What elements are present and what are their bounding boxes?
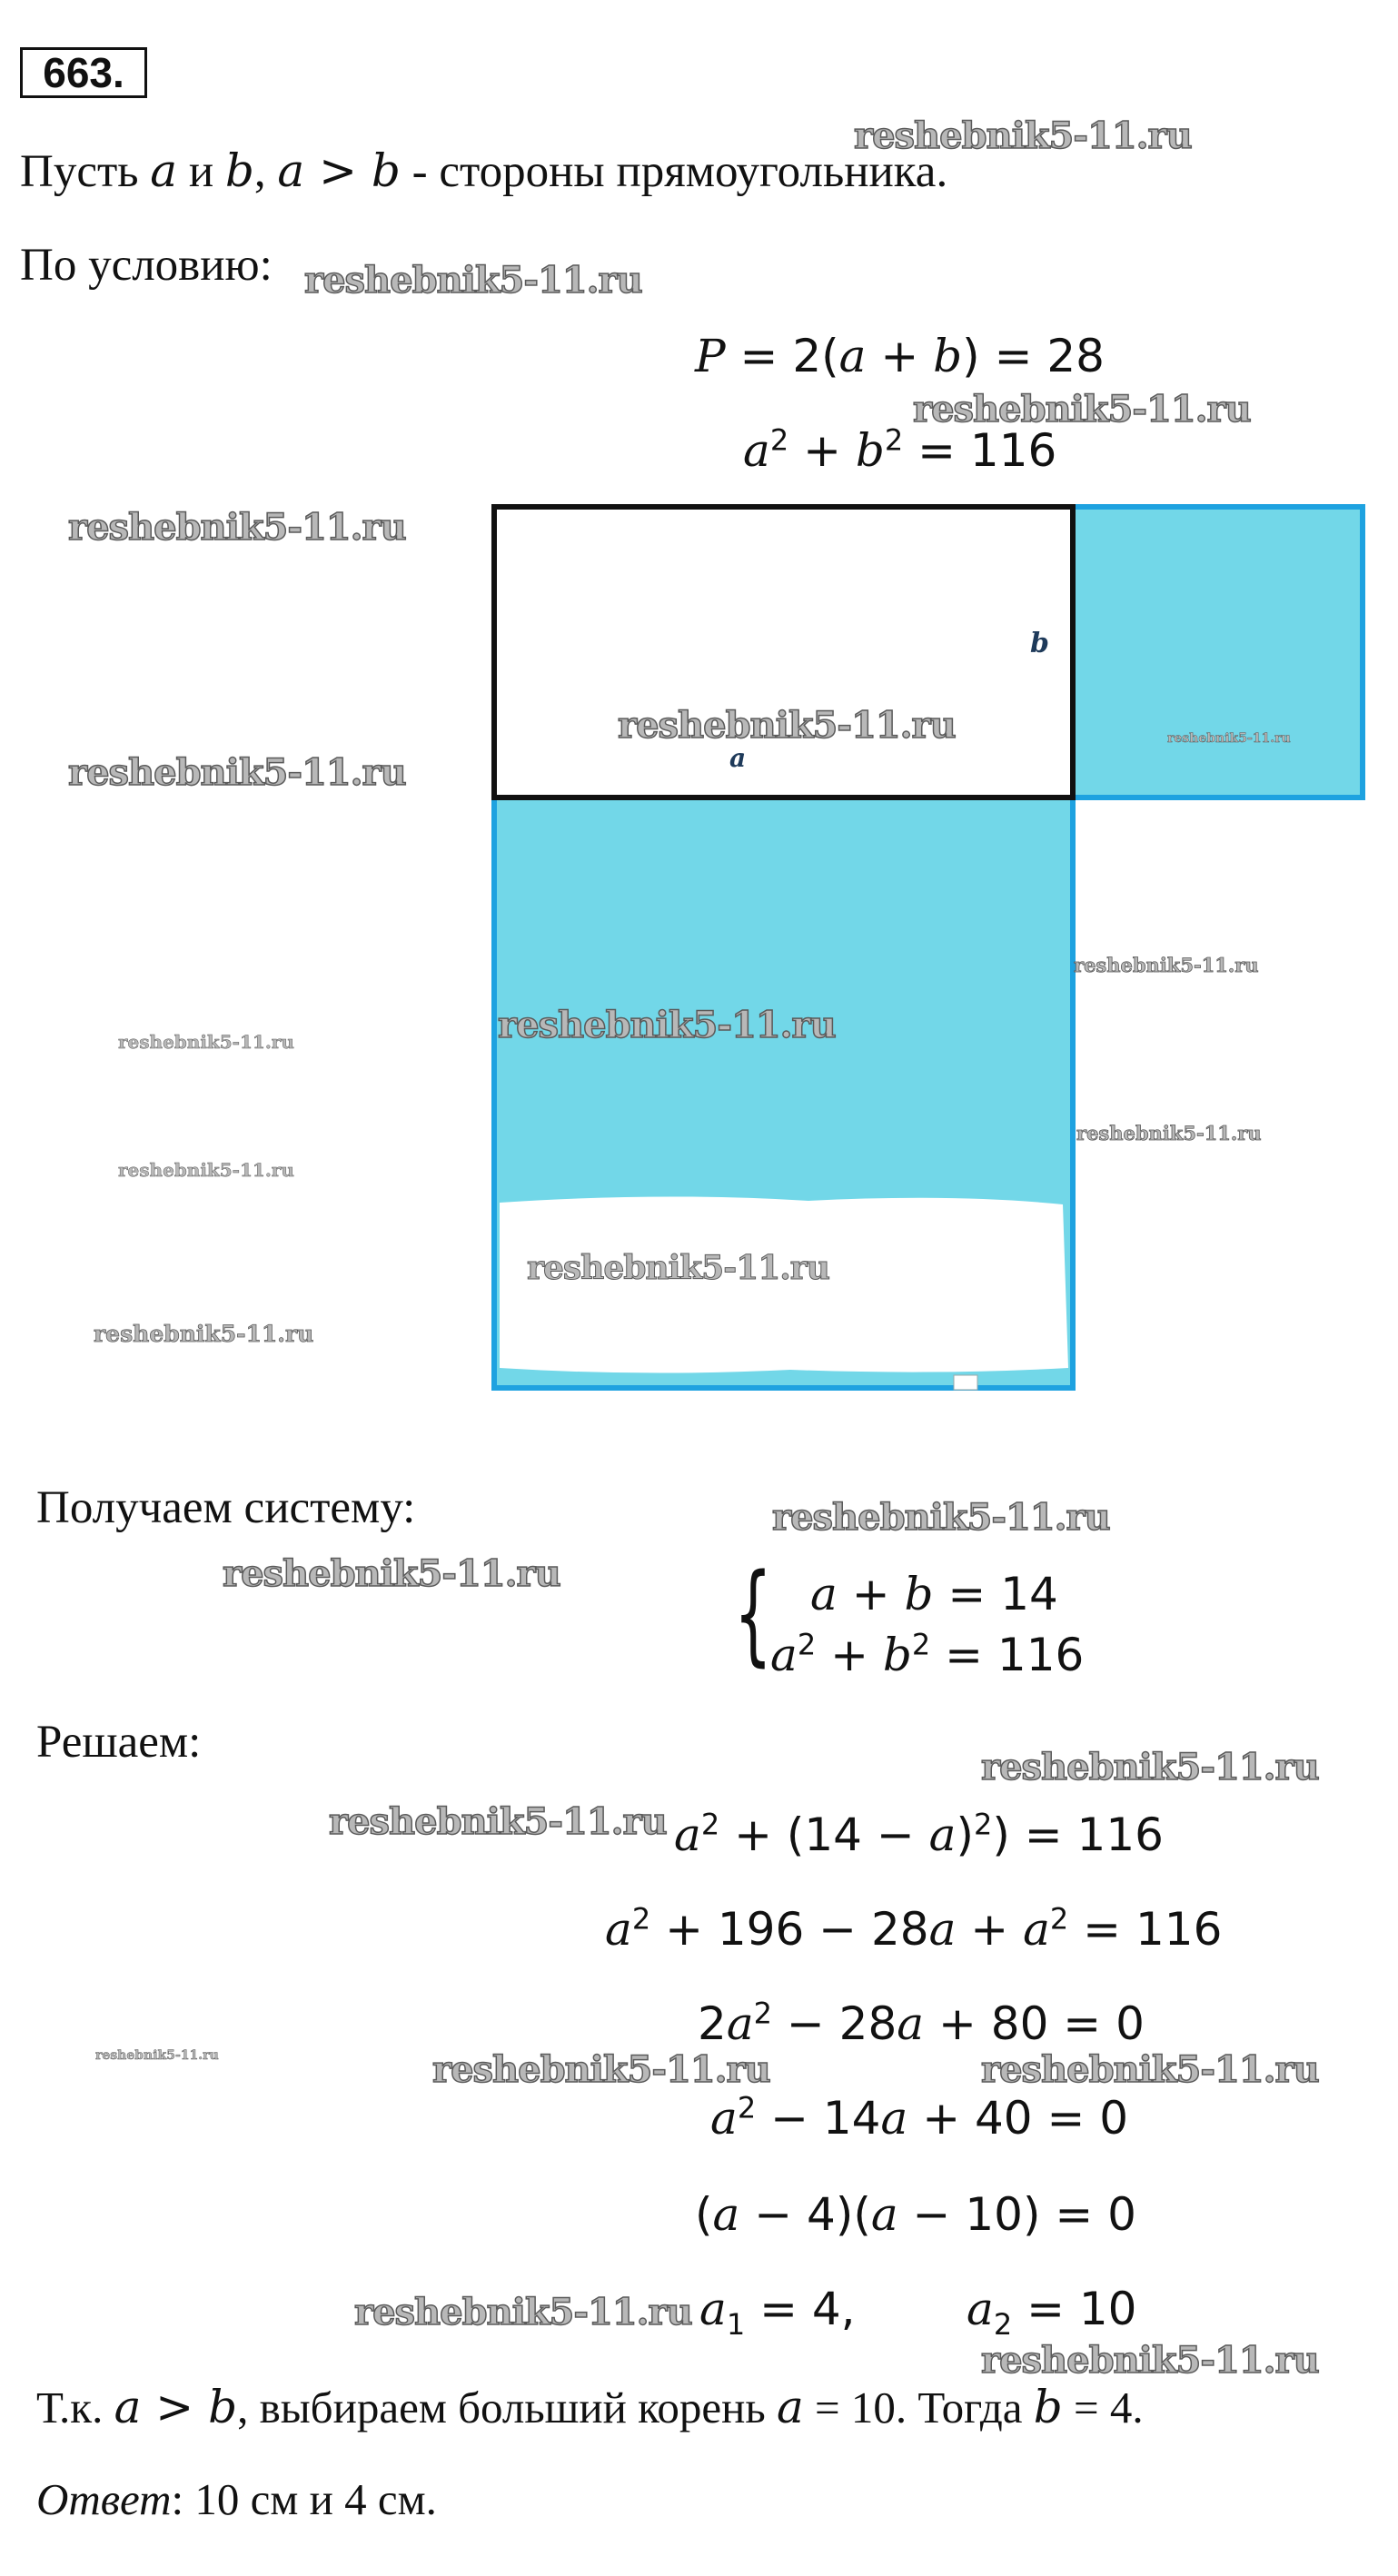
watermark: reshebnik5-11.ru <box>304 259 642 302</box>
watermark: reshebnik5-11.ru <box>981 2048 1319 2091</box>
solve-label: Решаем: <box>36 1717 202 1768</box>
system-line-2: $a^2 + b^2 = 116$ <box>770 1627 1085 1681</box>
brace-icon: { <box>734 1551 772 1678</box>
watermark: reshebnik5-11.ru <box>1167 731 1291 746</box>
watermark: reshebnik5-11.ru <box>68 506 406 549</box>
watermark: reshebnik5-11.ru <box>1076 1122 1262 1144</box>
conclusion-text: Т.к. a > b, выбираем больший корень a = 10. Тогда b = 4. <box>36 2381 1144 2433</box>
watermark: reshebnik5-11.ru <box>527 1249 829 1287</box>
root-1: $a_1 = 4$, <box>699 2283 856 2342</box>
watermark: reshebnik5-11.ru <box>854 114 1192 157</box>
watermark: reshebnik5-11.ru <box>432 2048 770 2091</box>
system-line-1: a + b = 14 <box>810 1568 1058 1620</box>
watermark: reshebnik5-11.ru <box>498 1004 836 1046</box>
watermark: reshebnik5-11.ru <box>118 1031 294 1053</box>
watermark: reshebnik5-11.ru <box>981 2339 1319 2382</box>
answer-text: Ответ: 10 см и 4 см. <box>36 2474 437 2524</box>
system-label: Получаем систему: <box>36 1482 416 1533</box>
watermark: reshebnik5-11.ru <box>329 1800 667 1843</box>
watermark: reshebnik5-11.ru <box>68 751 406 794</box>
step-5: (a − 4)(a − 10) = 0 <box>695 2188 1136 2241</box>
watermark: reshebnik5-11.ru <box>1074 954 1259 976</box>
step-3: $2a^2 - 28a + 80 = 0$ <box>698 1996 1145 2050</box>
sum-squares-equation: $a^2 + b^2 = 116$ <box>743 422 1057 477</box>
watermark: reshebnik5-11.ru <box>223 1552 560 1595</box>
label-a: a <box>729 743 747 773</box>
step-1: $a^2 + (14 - a)^2) = 116$ <box>674 1807 1164 1861</box>
step-4: $a^2 - 14a + 40 = 0$ <box>710 2090 1129 2145</box>
root-2: $a_2 = 10$ <box>967 2283 1137 2342</box>
watermark: reshebnik5-11.ru <box>95 2048 219 2063</box>
step-2: $a^2 + 196 - 28a + a^2 = 116$ <box>605 1901 1223 1956</box>
intro-text: Пусть a и b, a > b - стороны прямоугольника. <box>20 144 948 197</box>
label-b: b <box>1030 628 1049 659</box>
watermark: reshebnik5-11.ru <box>913 388 1251 431</box>
watermark: reshebnik5-11.ru <box>354 2291 692 2333</box>
rectangle-ab <box>494 507 1073 798</box>
handle-marker <box>954 1375 977 1390</box>
watermark: reshebnik5-11.ru <box>981 1746 1319 1788</box>
condition-label: По условию: <box>20 240 273 291</box>
watermark: reshebnik5-11.ru <box>618 704 956 747</box>
watermark: reshebnik5-11.ru <box>772 1496 1110 1539</box>
perimeter-equation: P = 2(a + b) = 28 <box>695 330 1105 382</box>
problem-number: 663. <box>20 47 147 98</box>
square-b-fill <box>1073 507 1363 798</box>
watermark: reshebnik5-11.ru <box>118 1159 294 1181</box>
watermark: reshebnik5-11.ru <box>94 1321 314 1347</box>
